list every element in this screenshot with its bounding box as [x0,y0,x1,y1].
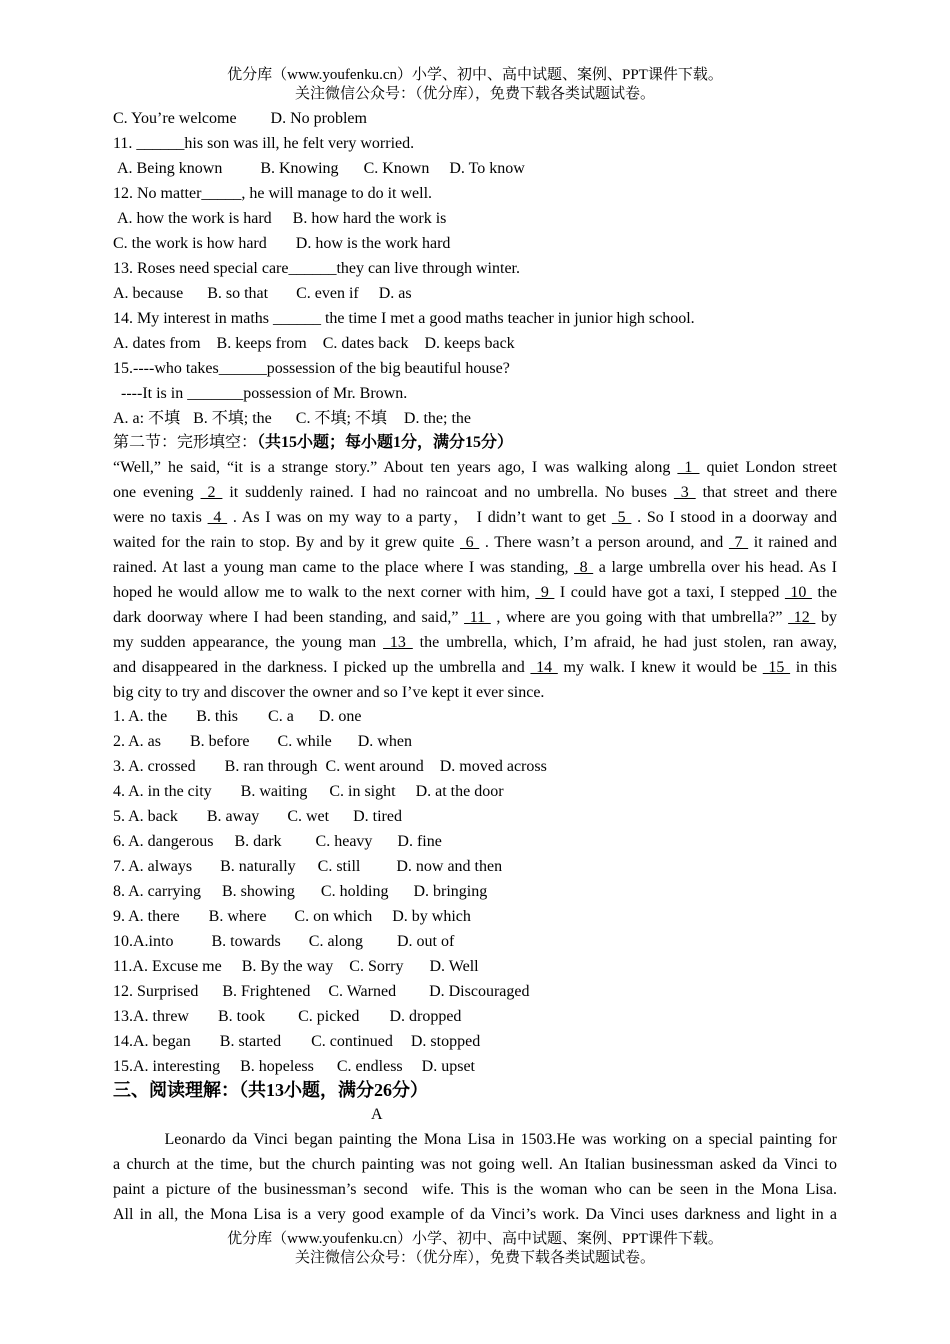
cloze-blank: 1 [677,459,700,476]
section-3-heading: 三、阅读理解：（共13小题，满分26分） [113,1080,428,1100]
passage-text: it rained and [748,534,837,551]
choice-option: B. hopeless [240,1058,314,1075]
passage-line [113,608,837,628]
choice-option: 3. A. crossed [113,758,196,775]
question-15-stem: 15.----who takes______possession of the big beautiful house? [113,360,510,377]
choice-option: C. went around [325,758,424,775]
choice-option: D. tired [353,808,402,825]
choice-option: B. took [217,1008,266,1025]
choice-option: D. now and then [396,858,503,875]
choice-option: C. Warned [328,983,397,1000]
choice-option: C. continued [311,1033,393,1050]
passage-text: a large umbrella over his head. As I [593,559,838,576]
passage-line [113,483,837,503]
passage-line [113,508,837,528]
choice-option: 7. A. always [113,858,193,875]
passage-text: and disappeared in the darkness. I picked up the umbrella and [113,659,531,676]
question-12-options-cd [113,234,450,254]
choice-option: 13.A. threw [113,1008,189,1025]
option-b: B. how hard the work is [292,210,447,227]
cloze-choice-row [113,857,502,877]
choice-option: D. by which [392,908,471,925]
choice-option: B. before [190,733,250,750]
choice-option: D. stopped [410,1033,481,1050]
passage-line [113,633,837,653]
passage-text: big city to try and discover the owner and so I’ve kept it ever since. [113,684,545,701]
passage-text: were no taxis [113,509,208,526]
passage-line [113,533,837,553]
choice-option: C. picked [298,1008,360,1025]
cloze-choice-row [113,907,471,927]
cloze-blank: 15 [762,659,791,676]
section-2-title: 第二节：完形填空： [113,434,258,451]
option-c: C. You’re welcome [113,110,237,127]
question-13-options [113,284,412,304]
cloze-choice-row [113,832,442,852]
cloze-blank: 2 [200,484,223,501]
question-11-stem: 11. ______his son was ill, he felt very worried. [113,135,415,152]
choice-option: D. Well [429,958,479,975]
passage-text: rained. At last a young man came to the place where I was standing, [113,559,575,576]
passage-text: the [811,584,838,601]
cloze-blank: 5 [611,509,632,526]
option-d: D. how is the work hard [295,235,451,252]
question-15-stem-2: ----It is in _______possession of Mr. Brown. [113,385,408,402]
page-footer-line1: 优分库（www.youfenku.cn）小学、初中、高中试题、案例、PPT课件下载。 [227,1231,723,1247]
choice-option: C. still [317,858,361,875]
page-header-line1: 优分库（www.youfenku.cn）小学、初中、高中试题、案例、PPT课件下载。 [227,67,723,83]
choice-option: D. dropped [389,1008,462,1025]
cloze-choice-row [113,1007,461,1027]
choice-option: D. fine [397,833,442,850]
passage-text: “Well,” he said, “it is a strange story.” About ten years ago, I was walking along [113,459,678,476]
option-d: D. as [378,285,412,302]
passage-text: in this [790,659,838,676]
cloze-choice-row [113,1032,480,1052]
choice-option: 4. A. in the city [113,783,212,800]
passage-line [113,458,837,478]
passage-line [113,658,837,678]
passage-text: my sudden appearance, the young man [113,634,384,651]
choice-option: D. out of [397,933,455,950]
passage-text: waited for the rain to stop. By and by it grew quite [113,534,460,551]
page-header-line2: 关注微信公众号：（优分库），免费下载各类试题试卷。 [294,86,655,102]
choice-option: 10.A.into [113,933,174,950]
cloze-blank: 14 [530,659,558,676]
choice-option: 15.A. interesting [113,1058,221,1075]
passage-label: A [371,1106,383,1123]
passage-text: my walk. I knew it would be [557,659,763,676]
passage-text: . As I was on my way to a party， I didn’t want to get [227,509,612,526]
choice-option: C. on which [294,908,373,925]
option-d: D. the; the [403,410,471,427]
cloze-choice-row [113,707,361,727]
option-c: C. dates back [322,335,409,352]
choice-option: D. moved across [439,758,547,775]
cloze-choice-row [113,882,487,902]
choice-option: 6. A. dangerous [113,833,214,850]
choice-option: C. along [308,933,363,950]
choice-option: B. Frightened [222,983,311,1000]
choice-option: D. at the door [415,783,504,800]
option-a: A. because [113,285,184,302]
choice-option: B. started [219,1033,282,1050]
passage-text: dark doorway where I had been standing, and said,” [113,609,465,626]
question-14-options [113,334,515,354]
cloze-choice-row [113,932,454,952]
section-2-heading [113,433,513,453]
option-a: A. dates from [113,335,201,352]
cloze-choice-row [113,1057,475,1077]
question-13-stem: 13. Roses need special care______they can live through winter. [113,260,520,277]
choice-option: B. showing [221,883,295,900]
choice-option: D. bringing [413,883,488,900]
cloze-blank: 13 [383,634,413,651]
choice-option: D. one [318,708,362,725]
choice-option: D. upset [421,1058,475,1075]
choice-option: B. dark [234,833,282,850]
q10-options [113,109,367,129]
reading-line: All in all, the Mona Lisa is a very good example of da Vinci’s work. Da Vinci uses darkness and light in a [113,1206,837,1223]
choice-option: C. wet [287,808,330,825]
choice-option: B. By the way [241,958,334,975]
option-c: C. Known [363,160,430,177]
choice-option: B. away [206,808,260,825]
choice-option: B. this [196,708,239,725]
option-c: C. even if [296,285,359,302]
choice-option: C. heavy [315,833,373,850]
choice-option: B. ran through [224,758,318,775]
passage-text: that street and there [695,484,838,501]
choice-option: 5. A. back [113,808,178,825]
cloze-choice-row [113,782,504,802]
choice-option: C. a [268,708,294,725]
choice-option: C. endless [336,1058,403,1075]
question-11-options [113,159,525,179]
passage-text: quiet London street [699,459,838,476]
passage-line [113,583,837,603]
passage-text: the umbrella, which, I’m afraid, he had just stolen, ran away, [412,634,838,651]
cloze-blank: 12 [788,609,816,626]
passage-line [113,683,544,703]
choice-option: B. waiting [240,783,308,800]
cloze-blank: 8 [574,559,594,576]
option-d: D. To know [449,160,525,177]
option-a: A. Being known [117,160,223,177]
choice-option: D. Discouraged [429,983,530,1000]
choice-option: 11.A. Excuse me [113,958,222,975]
cloze-choice-row [113,757,547,777]
choice-option: C. in sight [329,783,396,800]
option-d: D. keeps back [424,335,515,352]
choice-option: 12. Surprised [113,983,199,1000]
choice-option: 14.A. began [113,1033,191,1050]
cloze-choice-row [113,807,402,827]
reading-line: Leonardo da Vinci began painting the Mona Lisa in 1503.He was working on a special painting for [113,1131,837,1148]
question-12-options-ab [113,209,446,229]
choice-option: 9. A. there [113,908,180,925]
choice-option: C. while [277,733,332,750]
passage-text: by [815,609,838,626]
option-b: B. Knowing [260,160,339,177]
cloze-blank: 10 [784,584,812,601]
choice-option: B. naturally [220,858,296,875]
option-c: C. the work is how hard [113,235,267,252]
choice-option: D. when [357,733,412,750]
choice-option: B. where [208,908,267,925]
passage-text: . There wasn’t a person around, and [479,534,729,551]
option-d: D. No problem [270,110,367,127]
option-b: B. 不填; the [193,410,272,427]
choice-option: B. towards [211,933,281,950]
passage-line [113,558,837,578]
reading-line: a church at the time, but the church painting was not going well. An Italian businessman asked da Vinci to [113,1156,837,1173]
choice-option: 2. A. as [113,733,161,750]
passage-text: it suddenly rained. I had no raincoat and no umbrella. No buses [222,484,674,501]
cloze-blank: 9 [535,584,555,601]
choice-option: C. Sorry [349,958,404,975]
choice-option: 8. A. carrying [113,883,201,900]
option-a: A. how the work is hard [117,210,272,227]
question-12-stem: 12. No matter_____, he will manage to do it well. [113,185,433,202]
page-footer-line2: 关注微信公众号：（优分库），免费下载各类试题试卷。 [294,1250,655,1266]
passage-text: I could have got a taxi, I stepped [554,584,785,601]
cloze-blank: 6 [459,534,480,551]
passage-text: hoped he would allow me to walk to the next corner with him, [113,584,536,601]
reading-line: paint a picture of the businessman’s second wife. This is the woman who can be seen in the Mona Lisa. [113,1181,837,1198]
question-15-options [113,409,471,429]
passage-text: one evening [113,484,201,501]
section-2-scoring: （共15小题；每小题1分，满分15分） [257,434,514,451]
cloze-blank: 4 [207,509,228,526]
cloze-choice-row [113,957,479,977]
choice-option: 1. A. the [113,708,168,725]
passage-text: . So I stood in a doorway and [631,509,838,526]
cloze-blank: 3 [673,484,696,501]
cloze-choice-row [113,732,412,752]
question-14-stem: 14. My interest in maths ______ the time I met a good maths teacher in junior high school. [113,310,695,327]
option-a: A. a: 不填 [113,410,181,427]
option-b: B. keeps from [216,335,307,352]
cloze-choice-row [113,982,529,1002]
option-b: B. so that [207,285,269,302]
choice-option: C. holding [320,883,389,900]
passage-text: , where are you going with that umbrella?” [490,609,789,626]
cloze-blank: 11 [464,609,491,626]
option-c: C. 不填; 不填 [295,410,387,427]
cloze-blank: 7 [728,534,749,551]
